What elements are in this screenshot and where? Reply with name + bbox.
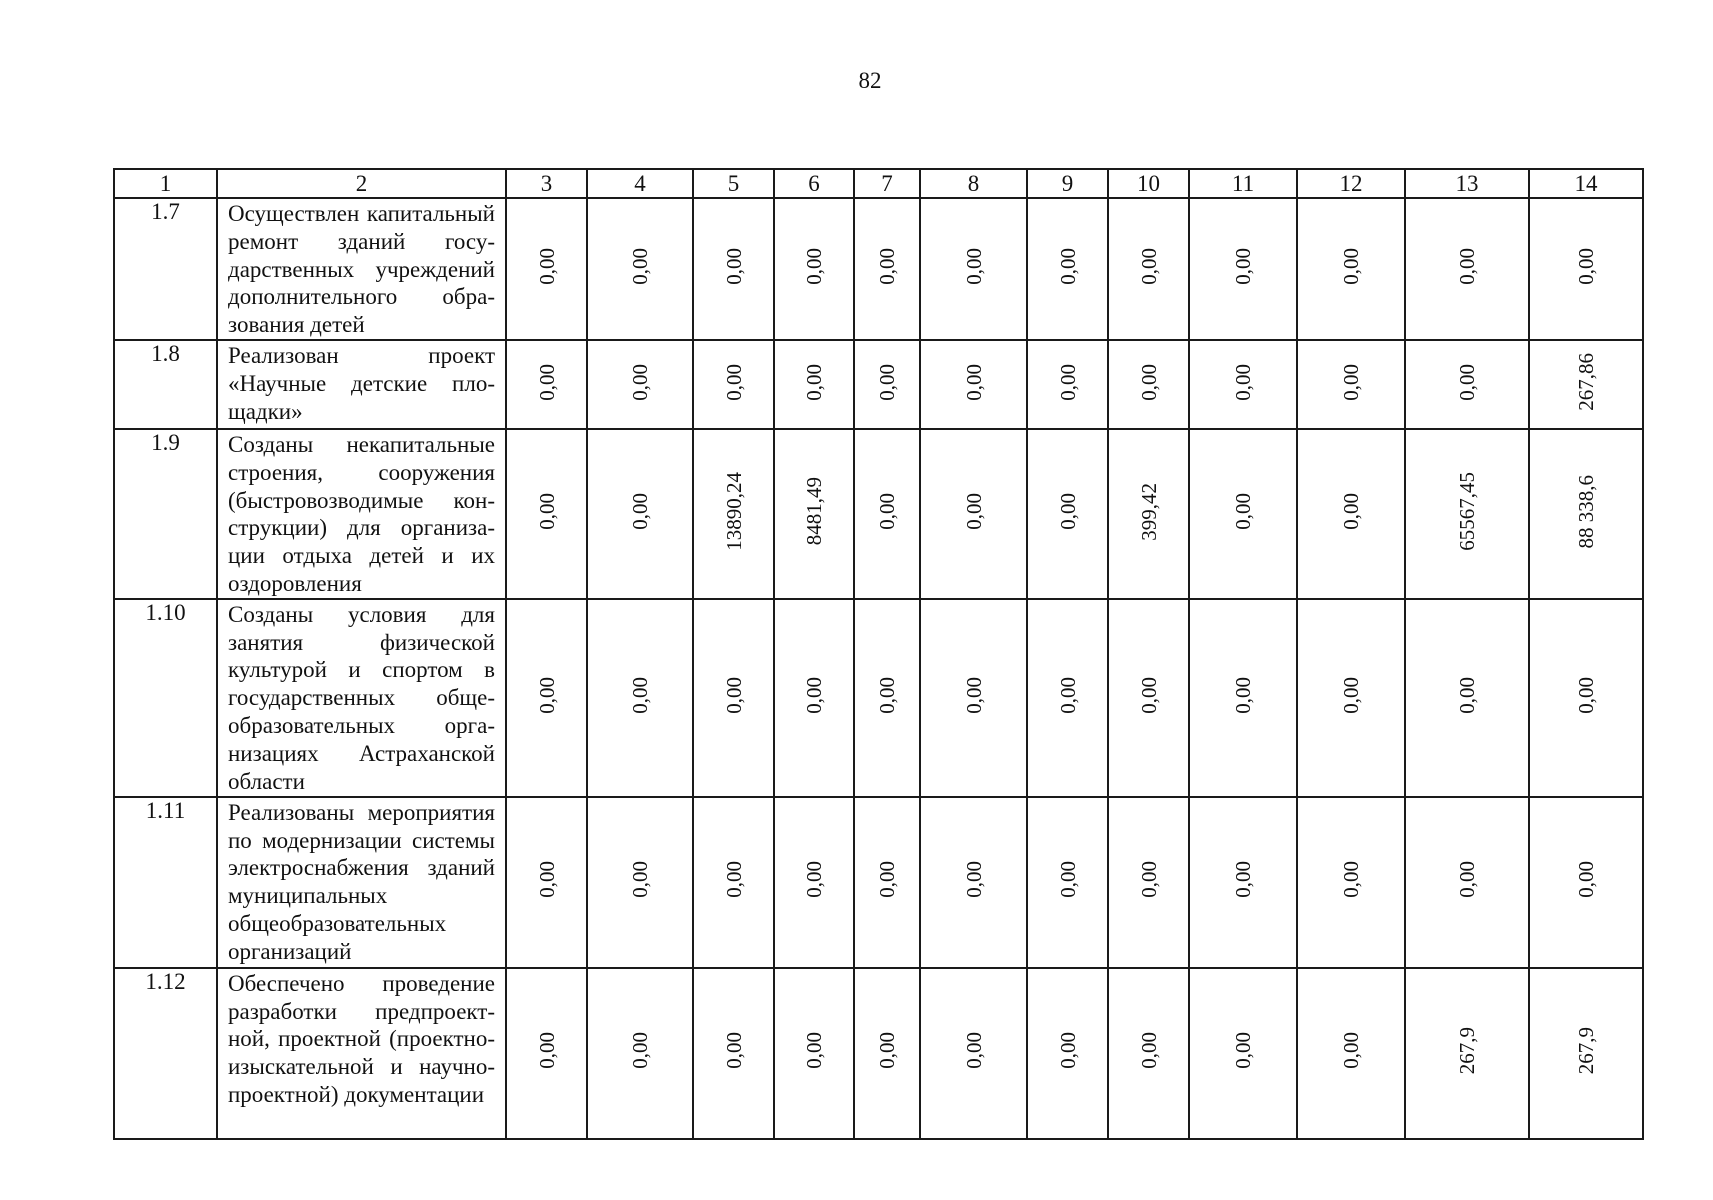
value-cell	[1297, 429, 1405, 599]
value-cell	[854, 340, 920, 429]
row-description: Созданы условия для занятия физической культурой и спортом в государственных общеобразовательных организациях Астраханской области	[217, 599, 506, 797]
value-text: 0,00	[534, 248, 559, 285]
value-cell	[920, 429, 1027, 599]
value-cell	[1027, 198, 1108, 340]
value-text: 0,00	[961, 248, 986, 285]
value-cell	[693, 340, 774, 429]
value-text: 0,00	[961, 861, 986, 899]
value-text: 0,00	[1339, 363, 1363, 401]
value-text: 0,00	[1455, 248, 1479, 285]
value-text: 0,00	[628, 861, 652, 899]
value-text: 0,00	[1574, 248, 1598, 285]
value-text: 0,00	[1231, 493, 1255, 530]
value-text: 0,00	[628, 676, 652, 714]
value-cell	[693, 198, 774, 340]
value-cell	[854, 968, 920, 1139]
value-text: 0,00	[875, 1032, 899, 1070]
value-cell	[506, 968, 587, 1139]
value-cell	[1108, 797, 1189, 968]
value-cell	[1405, 968, 1529, 1139]
value-text: 65567,45	[1455, 472, 1479, 551]
value-text: 0,00	[802, 363, 826, 401]
value-cell	[1108, 340, 1189, 429]
row-description: Осуществлен капитальный ремонт зданий государственных учреждений дополнительного образования детей	[217, 198, 506, 340]
row-index: 1.8	[114, 340, 217, 429]
value-cell	[1405, 198, 1529, 340]
data-table	[113, 168, 1644, 1140]
value-cell	[1529, 340, 1643, 429]
value-cell	[1189, 599, 1297, 797]
value-text: 0,00	[1136, 363, 1161, 401]
column-number-header: 11	[1189, 169, 1297, 198]
value-text: 88 338,6	[1574, 474, 1598, 549]
value-cell	[587, 797, 693, 968]
value-text: 0,00	[1231, 676, 1255, 714]
value-cell	[920, 968, 1027, 1139]
value-text: 0,00	[1136, 676, 1161, 714]
value-cell	[854, 599, 920, 797]
value-text: 0,00	[1455, 676, 1479, 714]
value-text: 0,00	[802, 1032, 826, 1070]
value-cell	[1529, 599, 1643, 797]
row-description: Реализованы мероприятия по модернизации системы электроснабжения зданий муниципальных общеобразовательных организаций	[217, 797, 506, 968]
value-cell	[587, 340, 693, 429]
value-cell	[1405, 599, 1529, 797]
value-text: 0,00	[721, 1032, 746, 1070]
value-cell	[693, 797, 774, 968]
value-text: 0,00	[961, 1032, 986, 1070]
row-index: 1.7	[114, 198, 217, 340]
value-cell	[1405, 429, 1529, 599]
value-cell	[1529, 968, 1643, 1139]
value-text: 0,00	[1574, 676, 1598, 714]
value-cell	[693, 429, 774, 599]
value-text: 0,00	[628, 1032, 652, 1070]
column-number-header: 14	[1529, 169, 1643, 198]
value-text: 0,00	[802, 248, 826, 285]
value-text: 0,00	[875, 676, 899, 714]
value-text: 0,00	[534, 363, 559, 401]
value-text: 0,00	[1136, 248, 1161, 285]
row-index: 1.9	[114, 429, 217, 599]
value-text: 0,00	[961, 363, 986, 401]
value-cell	[1189, 968, 1297, 1139]
value-text: 0,00	[1339, 1032, 1363, 1070]
value-cell	[587, 429, 693, 599]
column-number-header: 8	[920, 169, 1027, 198]
value-cell	[1189, 797, 1297, 968]
value-text: 0,00	[1231, 248, 1255, 285]
value-cell	[1027, 429, 1108, 599]
value-text: 0,00	[628, 493, 652, 530]
column-number-header: 1	[114, 169, 217, 198]
value-cell	[854, 429, 920, 599]
value-cell	[1529, 429, 1643, 599]
value-text: 0,00	[875, 493, 899, 530]
value-text: 267,9	[1574, 1027, 1598, 1075]
value-text: 0,00	[875, 248, 899, 285]
value-text: 0,00	[721, 248, 746, 285]
row-description: Реализован проект «Научные детские площадки»	[217, 340, 506, 429]
row-description: Созданы некапитальные строения, сооружения (быстровозводимые конструкции) для организации отдыха детей и их оздоровления	[217, 429, 506, 599]
row-index: 1.12	[114, 968, 217, 1139]
value-text: 0,00	[721, 363, 746, 401]
value-cell	[1108, 198, 1189, 340]
value-text: 0,00	[875, 861, 899, 899]
value-cell	[920, 797, 1027, 968]
value-text: 267,9	[1455, 1027, 1479, 1075]
value-text: 0,00	[1055, 363, 1080, 401]
value-cell	[1189, 429, 1297, 599]
table-row	[114, 340, 1643, 429]
value-text: 13890,24	[721, 472, 746, 551]
value-text: 0,00	[1339, 861, 1363, 899]
value-cell	[920, 340, 1027, 429]
column-number-header: 7	[854, 169, 920, 198]
column-number-header: 3	[506, 169, 587, 198]
value-cell	[1297, 968, 1405, 1139]
value-cell	[1405, 797, 1529, 968]
value-cell	[1027, 599, 1108, 797]
value-cell	[774, 340, 854, 429]
value-text: 0,00	[628, 248, 652, 285]
value-cell	[1529, 797, 1643, 968]
value-text: 8481,49	[802, 477, 826, 546]
value-text: 0,00	[1231, 363, 1255, 401]
value-text: 0,00	[802, 861, 826, 899]
value-cell	[587, 599, 693, 797]
value-text: 0,00	[1055, 248, 1080, 285]
column-number-header: 4	[587, 169, 693, 198]
table-row	[114, 429, 1643, 599]
value-text: 0,00	[1455, 861, 1479, 899]
row-index: 1.11	[114, 797, 217, 968]
value-cell	[1108, 599, 1189, 797]
value-cell	[1297, 599, 1405, 797]
value-text: 267,86	[1574, 353, 1598, 411]
value-text: 0,00	[534, 1032, 559, 1070]
value-cell	[920, 599, 1027, 797]
value-text: 0,00	[802, 676, 826, 714]
value-cell	[774, 968, 854, 1139]
value-cell	[1189, 198, 1297, 340]
value-cell	[774, 429, 854, 599]
column-number-header: 12	[1297, 169, 1405, 198]
row-description: Обеспечено проведение разработки предпроектной, проектной (проектно-изыскательной и научно-проектной) документации	[217, 968, 506, 1139]
table-row	[114, 968, 1643, 1139]
value-cell	[854, 797, 920, 968]
value-cell	[506, 599, 587, 797]
value-cell	[506, 797, 587, 968]
value-cell	[1189, 340, 1297, 429]
value-text: 0,00	[1055, 861, 1080, 899]
value-cell	[693, 599, 774, 797]
value-cell	[1405, 340, 1529, 429]
value-text: 0,00	[534, 493, 559, 530]
value-text: 0,00	[1055, 1032, 1080, 1070]
value-text: 0,00	[721, 676, 746, 714]
value-cell	[1027, 797, 1108, 968]
value-cell	[1027, 340, 1108, 429]
value-cell	[587, 968, 693, 1139]
value-text: 0,00	[1231, 861, 1255, 899]
column-number-header: 2	[217, 169, 506, 198]
value-cell	[1529, 198, 1643, 340]
value-cell	[506, 340, 587, 429]
value-text: 0,00	[961, 493, 986, 530]
row-index: 1.10	[114, 599, 217, 797]
value-cell	[1297, 797, 1405, 968]
value-text: 0,00	[534, 676, 559, 714]
value-text: 0,00	[1339, 248, 1363, 285]
column-number-row	[114, 169, 1643, 198]
value-text: 0,00	[1339, 493, 1363, 530]
column-number-header: 9	[1027, 169, 1108, 198]
value-text: 0,00	[1136, 861, 1161, 899]
value-text: 0,00	[1339, 676, 1363, 714]
column-number-header: 10	[1108, 169, 1189, 198]
value-text: 0,00	[1455, 363, 1479, 401]
value-text: 0,00	[721, 861, 746, 899]
value-cell	[920, 198, 1027, 340]
value-text: 0,00	[1055, 493, 1080, 530]
value-cell	[1108, 429, 1189, 599]
value-text: 0,00	[628, 363, 652, 401]
table-row	[114, 599, 1643, 797]
value-text: 0,00	[534, 861, 559, 899]
value-cell	[693, 968, 774, 1139]
table-row	[114, 198, 1643, 340]
value-text: 399,42	[1136, 482, 1161, 541]
value-text: 0,00	[1231, 1032, 1255, 1070]
page-number: 82	[858, 68, 882, 93]
value-text: 0,00	[875, 363, 899, 401]
column-number-header: 13	[1405, 169, 1529, 198]
value-text: 0,00	[1574, 861, 1598, 899]
value-cell	[1108, 968, 1189, 1139]
column-number-header: 6	[774, 169, 854, 198]
value-cell	[506, 429, 587, 599]
value-cell	[774, 198, 854, 340]
column-number-header: 5	[693, 169, 774, 198]
value-cell	[1027, 968, 1108, 1139]
value-cell	[1297, 340, 1405, 429]
value-text: 0,00	[961, 676, 986, 714]
value-cell	[854, 198, 920, 340]
value-cell	[774, 797, 854, 968]
value-cell	[1297, 198, 1405, 340]
value-cell	[774, 599, 854, 797]
table-row	[114, 797, 1643, 968]
value-cell	[506, 198, 587, 340]
value-cell	[587, 198, 693, 340]
value-text: 0,00	[1055, 676, 1080, 714]
value-text: 0,00	[1136, 1032, 1161, 1070]
